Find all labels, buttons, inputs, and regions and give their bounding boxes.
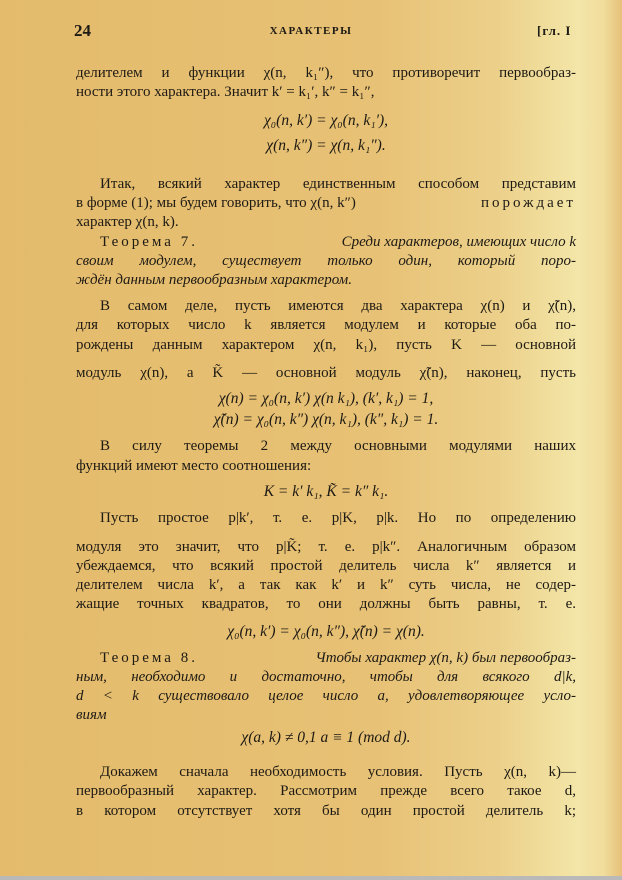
text-line: для которых число k является модулем и которые оба по- (76, 317, 576, 333)
text-line: ности этого характера. Значит k′ = k₁′, k″ = k₁″, (76, 84, 375, 100)
text-line: рождены данным характером χ(n, k₁), пусть K — основной (76, 337, 576, 353)
text-line: убеждаемся, что всякий простой делитель числа k″ является и (76, 558, 576, 574)
theorem-text: виям (76, 707, 107, 723)
text-line: В силу теоремы 2 между основными модулями наших (100, 438, 576, 454)
text-line: делителем и функции χ(n, k₁″), что противоречит первообраз- (76, 65, 576, 81)
chapter-label: [гл. I (537, 23, 572, 38)
theorem-text: Чтобы характер χ(n, k) был первообраз- (315, 650, 576, 666)
theorem-text: своим модулем, существует только один, который поро- (76, 253, 576, 269)
text-line: в котором отсутствует хотя бы один простой делитель k; (76, 803, 576, 819)
text-line: Итак, всякий характер единственным способом представим (100, 176, 576, 192)
scan-edge (0, 876, 622, 880)
equation: χ(a, k) ≠ 0,1 a ≡ 1 (mod d). (241, 729, 411, 746)
text-line: модуль χ(n), а K̃ — основной модуль χ̃(n), наконец, пусть (76, 365, 576, 381)
theorem-label: Теорема 7. (100, 234, 198, 250)
theorem-text: ждён данным первообразным характером. (76, 272, 352, 288)
text-line: Докажем сначала необходимость условия. Пусть χ(n, k)— (100, 764, 576, 780)
text-line (76, 193, 576, 213)
text-line: первообразный характер. Рассмотрим прежде всего такое d, (76, 783, 576, 799)
theorem-7-heading (100, 232, 576, 252)
theorem-text: d < k существовало целое число a, удовлетворяющее усло- (76, 688, 576, 704)
equation: K = k′ k₁, K̃ = k″ k₁. (263, 483, 389, 500)
equation: χ̃(n) = χ₀(n, k″) χ(n, k₁), (k″, k₁) = 1. (213, 411, 439, 428)
theorem-text: ным, необходимо и достаточно, чтобы для всякого d|k, (76, 669, 576, 685)
equation: χ(n) = χ₀(n, k′) χ(n k₁), (k′, k₁) = 1, (218, 390, 434, 407)
text-line: делителем числа k′, а так как k′ и k″ суть числа, не содер- (76, 577, 576, 593)
equation: χ₀(n, k′) = χ₀(n, k″), χ̃(n) = χ(n). (227, 623, 425, 640)
text-line: модуля это значит, что p|K̃; т. е. p|k″. Аналогичным образом (76, 539, 576, 555)
text-line: В самом деле, пусть имеются два характера χ(n) и χ̃(n), (100, 298, 576, 314)
text-segment: в форме (1); мы будем говорить, что χ(n, k″) (76, 195, 356, 211)
running-title: ХАРАКТЕРЫ (269, 25, 353, 37)
equation: χ₀(n, k′) = χ₀(n, k₁′), (263, 112, 389, 129)
theorem-label: Теорема 8. (100, 650, 198, 666)
text-line: функций имеют место соотношения: (76, 458, 312, 474)
text-line: характер χ(n, k). (76, 214, 179, 230)
text-line: жащие точных квадратов, то они должны быть равны, т. е. (76, 596, 576, 612)
page-number: 24 (74, 21, 91, 40)
theorem-8-heading (100, 648, 576, 668)
text-line: Пусть простое p|k′, т. е. p|K, p|k. Но по определению (100, 510, 576, 526)
equation: χ(n, k″) = χ(n, k₁″). (266, 137, 386, 154)
spaced-term: порождает (480, 195, 576, 211)
theorem-text: Среди характеров, имеющих число k (341, 234, 576, 250)
